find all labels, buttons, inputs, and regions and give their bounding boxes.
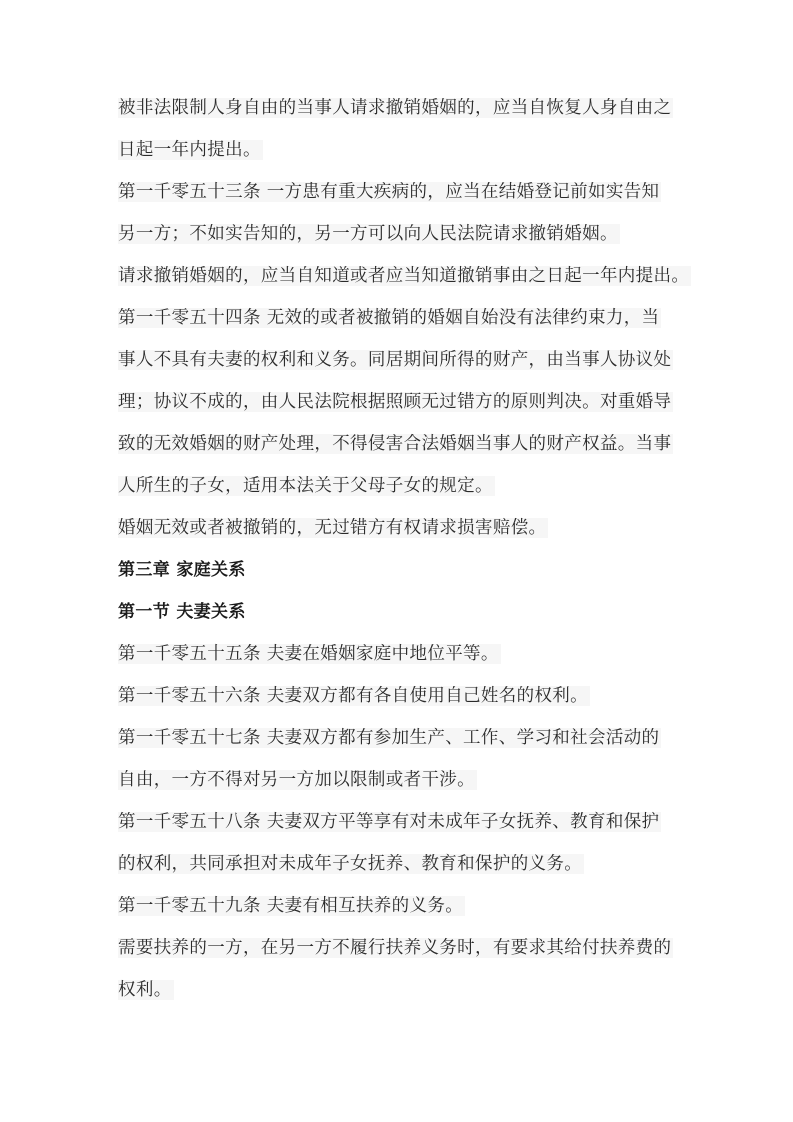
article-1053-line: 第一千零五十三条 一方患有重大疾病的，应当在结婚登记前如实告知	[118, 182, 660, 202]
article-1055-line: 第一千零五十五条 夫妻在婚姻家庭中地位平等。	[118, 644, 499, 664]
text-line: 事人不具有夫妻的权利和义务。同居期间所得的财产，由当事人协议处	[118, 350, 672, 370]
text-line: 日起一年内提出。	[118, 140, 261, 160]
text-line: 请求撤销婚姻的，应当自知道或者应当知道撤销事由之日起一年内提出。	[118, 266, 690, 286]
article-1054-line: 第一千零五十四条 无效的或者被撤销的婚姻自始没有法律约束力，当	[118, 308, 660, 328]
text-line: 人所生的子女，适用本法关于父母子女的规定。	[118, 476, 493, 496]
text-line: 需要扶养的一方，在另一方不履行扶养义务时，有要求其给付扶养费的	[118, 938, 672, 958]
text-line: 的权利，共同承担对未成年子女抚养、教育和保护的义务。	[118, 854, 583, 874]
text-line: 权利。	[118, 980, 172, 1000]
article-1059-line: 第一千零五十九条 夫妻有相互扶养的义务。	[118, 896, 464, 916]
text-line: 自由，一方不得对另一方加以限制或者干涉。	[118, 770, 475, 790]
document-page	[118, 96, 693, 1020]
text-line: 婚姻无效或者被撤销的，无过错方有权请求损害赔偿。	[118, 518, 547, 538]
text-line: 致的无效婚姻的财产处理，不得侵害合法婚姻当事人的财产权益。当事	[118, 434, 672, 454]
text-line: 理；协议不成的，由人民法院根据照顾无过错方的原则判决。对重婚导	[118, 392, 672, 412]
article-1057-line: 第一千零五十七条 夫妻双方都有参加生产、工作、学习和社会活动的	[118, 728, 660, 748]
article-1058-line: 第一千零五十八条 夫妻双方平等享有对未成年子女抚养、教育和保护	[118, 812, 660, 832]
text-line: 另一方；不如实告知的，另一方可以向人民法院请求撤销婚姻。	[118, 224, 618, 244]
section-heading: 第一节 夫妻关系	[118, 602, 246, 622]
article-1056-line: 第一千零五十六条 夫妻双方都有各自使用自己姓名的权利。	[118, 686, 589, 706]
text-line: 被非法限制人身自由的当事人请求撤销婚姻的，应当自恢复人身自由之	[118, 98, 672, 118]
chapter-heading: 第三章 家庭关系	[118, 560, 246, 580]
